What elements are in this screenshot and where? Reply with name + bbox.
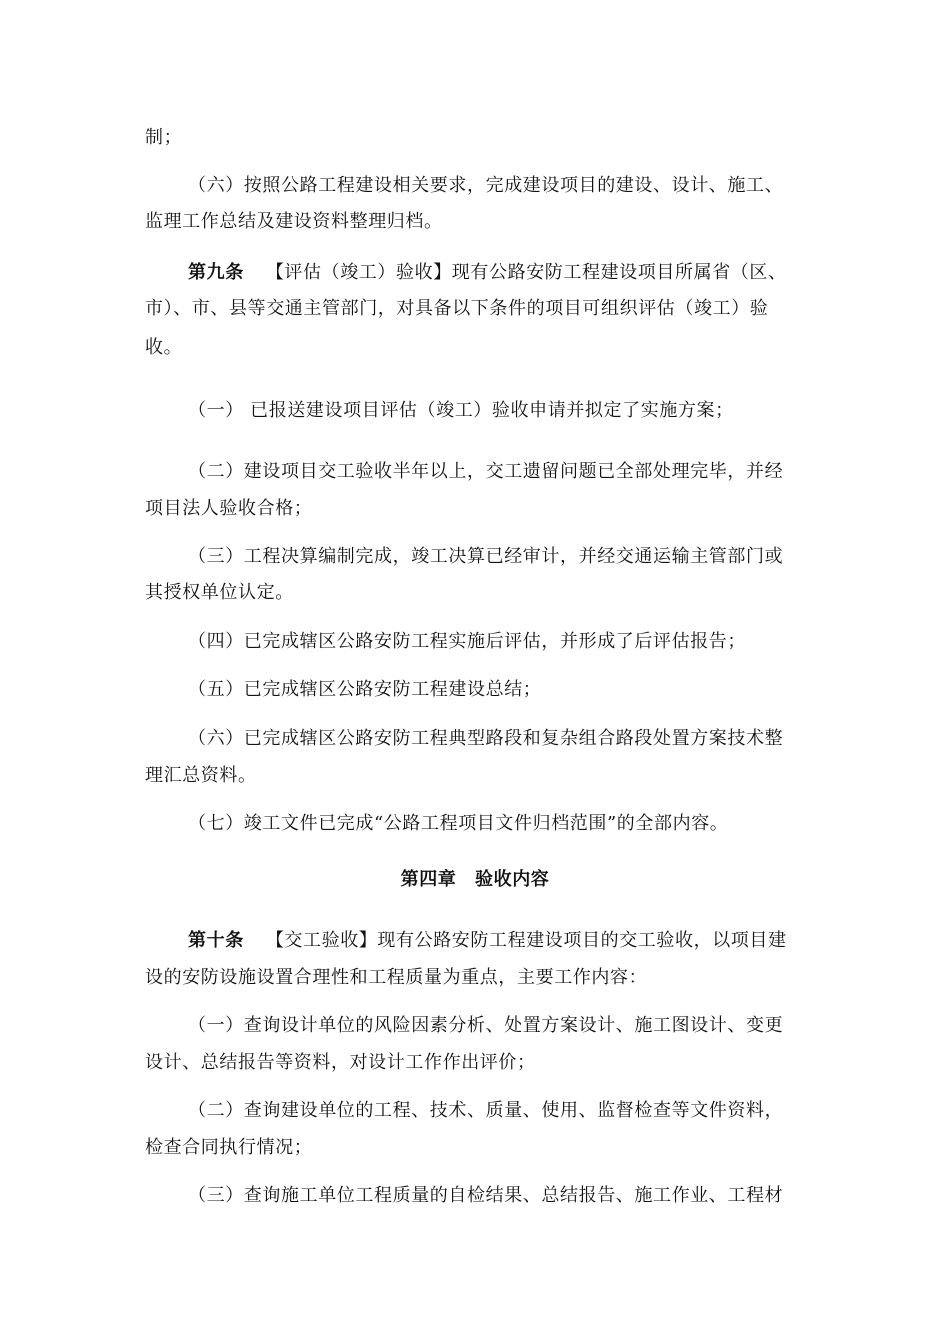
- text-line: 设的安防设施设置合理性和工程质量为重点，主要工作内容：: [145, 967, 648, 988]
- text-line: （一） 已报送建设项目评估（竣工）验收申请并拟定了实施方案；: [188, 400, 734, 421]
- text-segment: 【交工验收】现有公路安防工程建设项目的交工验收，以项目建: [265, 930, 787, 951]
- article-10-label: 第十条: [188, 930, 244, 951]
- text-line: （三）工程决算编制完成，竣工决算已经审计，并经交通运输主管部门或: [188, 546, 784, 567]
- text-segment: 【评估（竣工）验收】现有公路安防工程建设项目所属省（区、: [265, 262, 787, 283]
- text-line: 理汇总资料。: [145, 765, 257, 786]
- text-line: 设计、总结报告等资料，对设计工作作出评价；: [145, 1052, 536, 1073]
- text-line: 其授权单位认定。: [145, 582, 294, 603]
- article-9-line: [188, 261, 810, 285]
- text-line: （一）查询设计单位的风险因素分析、处置方案设计、施工图设计、变更: [188, 1015, 784, 1036]
- text-line: （六）按照公路工程建设相关要求，完成建设项目的建设、设计、施工、: [188, 175, 784, 196]
- article-9-label: 第九条: [188, 262, 244, 283]
- text-line: 制；: [145, 127, 183, 148]
- text-line: 收。: [145, 337, 183, 358]
- text-line: 市）、市、县等交通主管部门，对具备以下条件的项目可组织评估（竣工）验: [145, 298, 769, 319]
- chapter-4-heading: 第四章 验收内容: [400, 869, 550, 890]
- text-line: （五）已完成辖区公路安防工程建设总结；: [188, 679, 542, 700]
- text-line: 检查合同执行情况；: [145, 1137, 313, 1158]
- text-line: （六）已完成辖区公路安防工程典型路段和复杂组合路段处置方案技术整: [188, 728, 784, 749]
- text-line: （七）竣工文件已完成“公路工程项目文件归档范围”的全部内容。: [188, 813, 729, 834]
- text-line: 项目法人验收合格；: [145, 498, 313, 519]
- article-10-line: [188, 929, 810, 953]
- text-line: （三）查询施工单位工程质量的自检结果、总结报告、施工作业、工程材: [188, 1185, 784, 1206]
- text-line: （二）建设项目交工验收半年以上，交工遗留问题已全部处理完毕，并经: [188, 461, 784, 482]
- text-line: （二）查询建设单位的工程、技术、质量、使用、监督检查等文件资料，: [188, 1100, 784, 1121]
- text-line: 监理工作总结及建设资料整理归档。: [145, 211, 443, 232]
- text-line: （四）已完成辖区公路安防工程实施后评估，并形成了后评估报告；: [188, 631, 746, 652]
